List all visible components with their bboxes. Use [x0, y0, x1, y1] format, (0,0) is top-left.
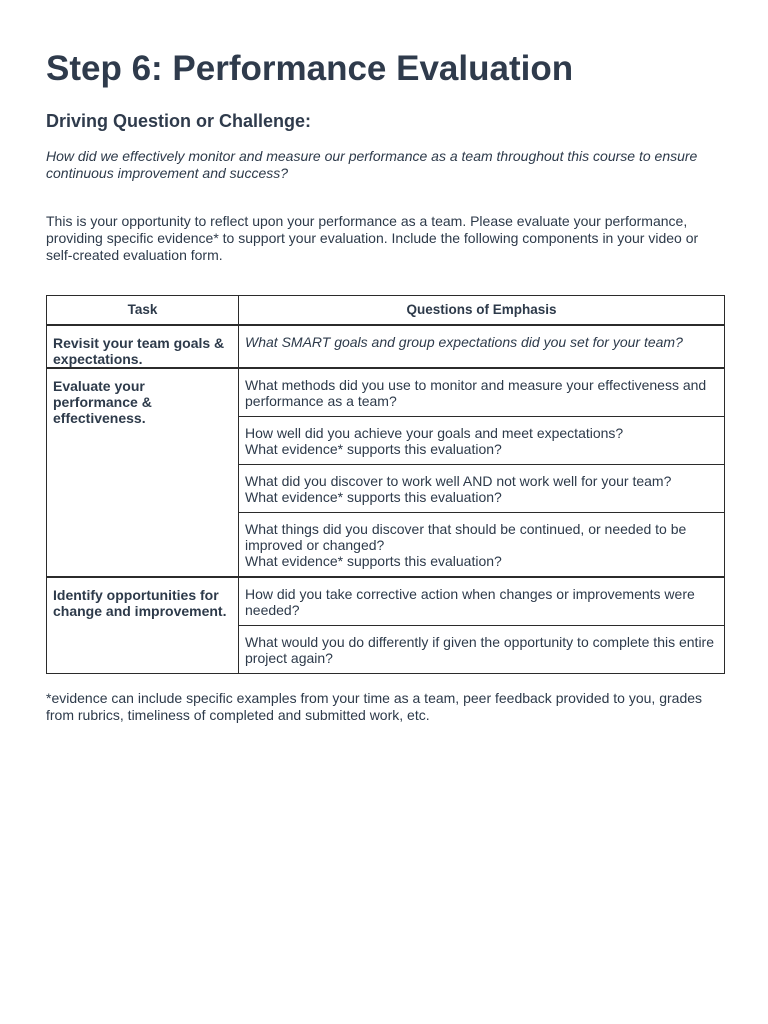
question-cell: [239, 417, 725, 465]
question-cell: [239, 513, 725, 578]
table-row: [47, 325, 725, 368]
task-cell: Evaluate your performance & effectiveness.: [47, 368, 239, 577]
section-subtitle: Driving Question or Challenge:: [46, 111, 312, 131]
page-title: Step 6: Performance Evaluation: [46, 49, 574, 88]
header-questions: Questions of Emphasis: [239, 296, 725, 326]
question-line: What evidence* supports this evaluation?: [245, 489, 502, 505]
driving-question: How did we effectively monitor and measure our performance as a team throughout this course to ensure continuous improvement and success?: [46, 148, 698, 181]
question-cell: [239, 368, 725, 417]
task-cell: Revisit your team goals & expectations.: [47, 325, 239, 368]
table-row: [47, 577, 725, 626]
question-line: What methods did you use to monitor and measure your effectiveness and performance as a team?: [245, 377, 707, 409]
question-line: What SMART goals and group expectations did you set for your team?: [245, 334, 683, 350]
question-line: What things did you discover that should be continued, or needed to be improved or changed?: [245, 521, 687, 553]
question-line: How well did you achieve your goals and meet expectations?: [245, 425, 624, 441]
question-line: What did you discover to work well AND not work well for your team?: [245, 473, 672, 489]
question-line: What would you do differently if given the opportunity to complete this entire project again?: [245, 634, 715, 666]
question-line: What evidence* supports this evaluation?: [245, 553, 502, 569]
question-cell: [239, 626, 725, 674]
task-cell: Identify opportunities for change and improvement.: [47, 577, 239, 674]
evaluation-table: [46, 295, 725, 674]
question-line: How did you take corrective action when changes or improvements were needed?: [245, 586, 695, 618]
table-header-row: [47, 296, 725, 326]
question-cell: [239, 325, 725, 368]
intro-paragraph: This is your opportunity to reflect upon your performance as a team. Please evaluate your performance, providing specific evidence* to support your evaluation. Include the following components in your video or self-created evaluation form.: [46, 213, 699, 263]
table-row: [47, 368, 725, 417]
evidence-footnote: *evidence can include specific examples from your time as a team, peer feedback provided to you, grades from rubrics, timeliness of completed and submitted work, etc.: [46, 690, 703, 723]
question-cell: [239, 465, 725, 513]
question-line: What evidence* supports this evaluation?: [245, 441, 502, 457]
question-cell: [239, 577, 725, 626]
header-task: Task: [47, 296, 239, 326]
